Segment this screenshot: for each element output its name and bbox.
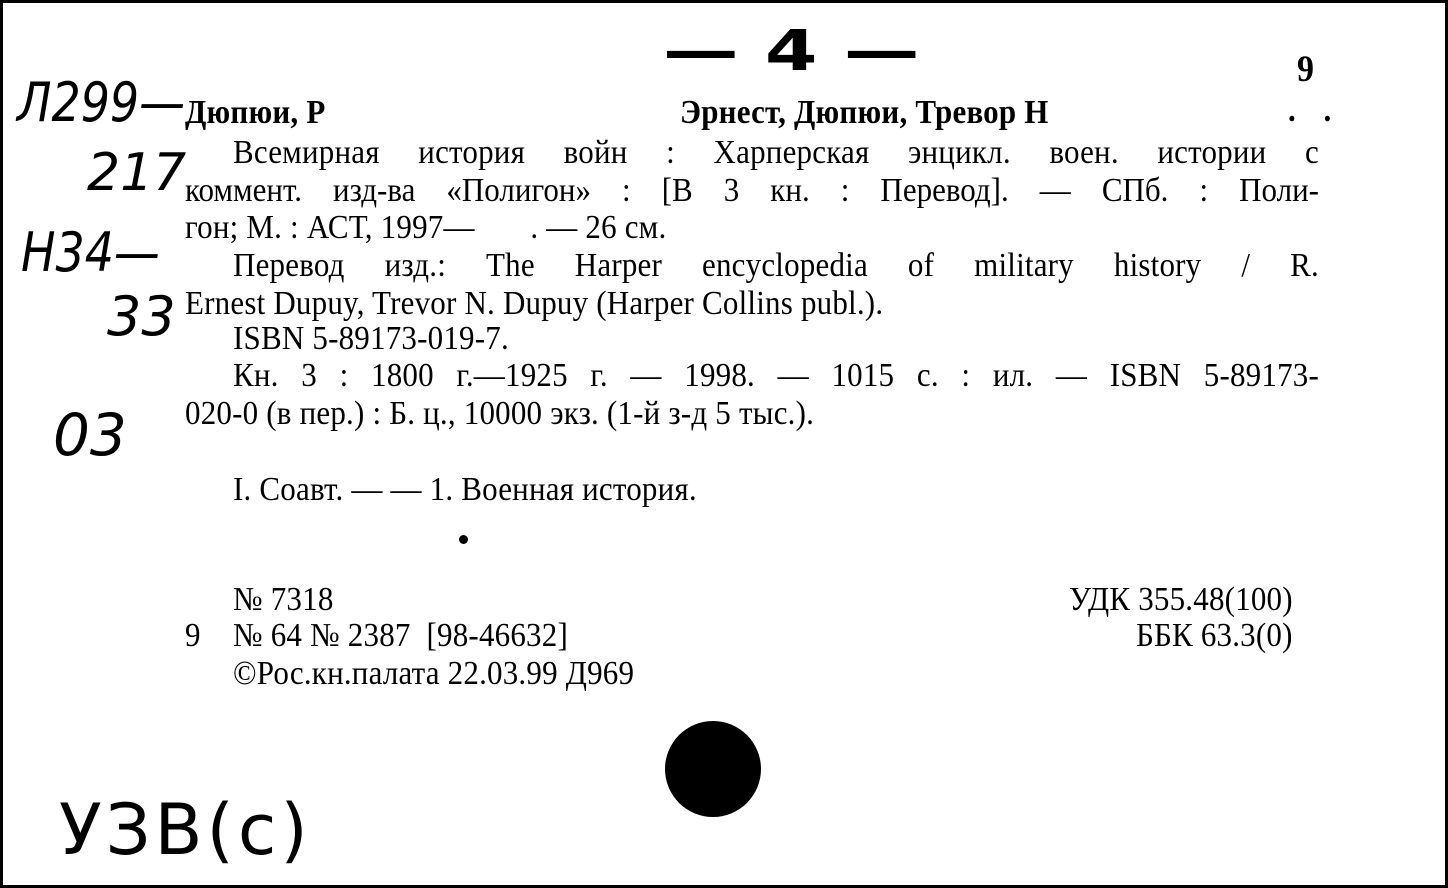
heading-trailing-marks: . . — [1288, 91, 1342, 129]
indexing-line: I. Соавт. — — 1. Военная история. — [233, 470, 697, 508]
catalog-numbers: № 64 № 2387 [98-46632] — [233, 616, 568, 654]
card-number-handwritten: — 4 — — [663, 19, 920, 84]
body-line-8: 020-0 (в пер.) : Б. ц., 10000 экз. (1-й з-д 5 тыс.). — [185, 394, 815, 432]
handwritten-code-low: 03 — [53, 401, 127, 469]
copyright-line: ©Рос.кн.палата 22.03.99 Д969 — [233, 654, 635, 692]
body-line-3: гон; М. : АСТ, 1997— . — 26 см. — [185, 208, 667, 246]
body-line-7: Кн. 3 : 1800 г.—1925 г. — 1998. — 1015 с. : ил. — ISBN 5-89173- — [233, 356, 1319, 394]
author-surname: Дюпюи, Р — [185, 93, 326, 131]
punch-hole — [665, 721, 761, 817]
handwritten-code-top-sub: 217 — [87, 143, 187, 203]
handwritten-code-mid-sub: 33 — [107, 285, 176, 348]
record-prefix-digit: 9 — [185, 616, 201, 654]
body-line-4: Перевод изд.: The Harper encyclopedia of military history / R. — [233, 246, 1319, 284]
author-full-name: Эрнест, Дюпюи, Тревор Н — [680, 93, 1049, 131]
page-number: 9 — [1297, 49, 1315, 90]
handwritten-code-mid: Н34— — [21, 221, 160, 284]
body-line-5: Ernest Dupuy, Trevor N. Dupuy (Harper Collins publ.). — [185, 284, 884, 322]
body-line-1: Всемирная история войн : Харперская энцикл. воен. истории с — [233, 133, 1319, 171]
body-line-2: коммент. изд-ва «Полигон» : [В 3 кн. : Перевод]. — СПб. : Поли- — [185, 171, 1319, 209]
record-number: № 7318 — [233, 580, 334, 618]
body-line-6: ISBN 5-89173-019-7. — [233, 319, 509, 357]
handwritten-shelf-mark: УЗВ(с) — [59, 789, 312, 871]
handwritten-code-top: Л299— — [17, 71, 186, 134]
udk-code: УДК 355.48(100) — [1069, 580, 1293, 618]
bbk-code: ББК 63.3(0) — [1136, 616, 1293, 654]
print-dot — [459, 535, 468, 544]
